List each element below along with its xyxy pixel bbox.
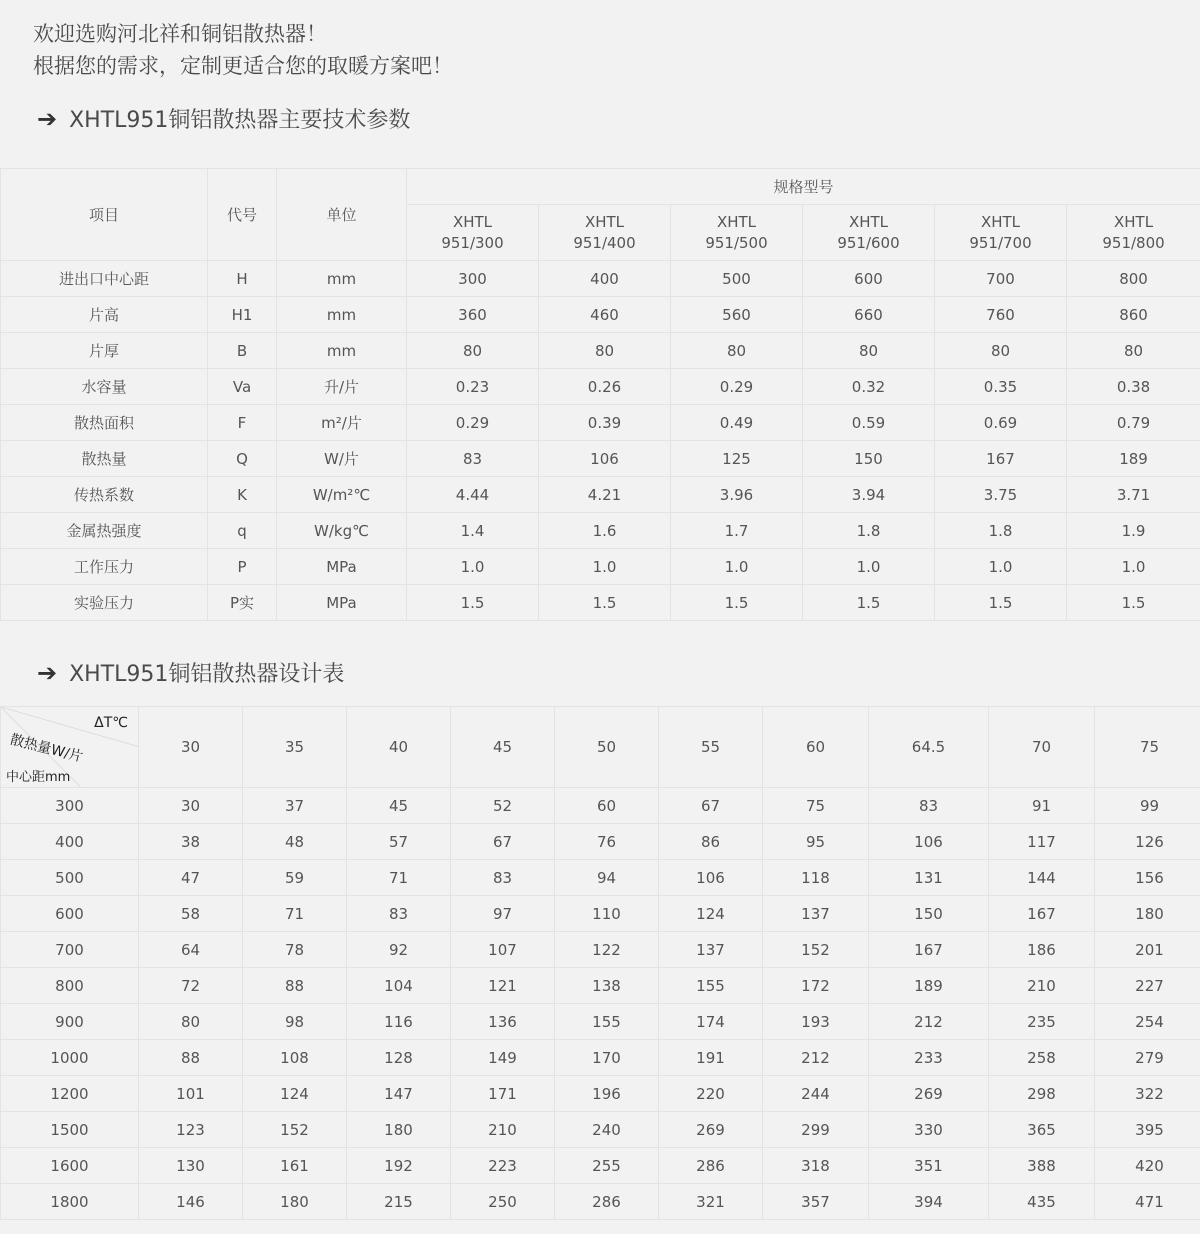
heat-output-cell: 167 bbox=[869, 932, 989, 968]
heat-output-cell: 91 bbox=[989, 788, 1095, 824]
center-distance-cell: 1200 bbox=[1, 1076, 139, 1112]
heat-output-cell: 250 bbox=[451, 1184, 555, 1220]
spec-row bbox=[1, 441, 1200, 477]
spec-value-cell: 360 bbox=[407, 297, 539, 333]
header-unit: 单位 bbox=[277, 169, 407, 261]
spec-value-cell: 106 bbox=[539, 441, 671, 477]
model-series: XHTL bbox=[980, 212, 1021, 231]
center-distance-cell: 600 bbox=[1, 896, 139, 932]
heat-output-cell: 156 bbox=[1095, 860, 1200, 896]
model-series: XHTL bbox=[584, 212, 625, 231]
spec-value-cell: 0.38 bbox=[1067, 369, 1200, 405]
heat-output-cell: 98 bbox=[243, 1004, 347, 1040]
heat-output-cell: 170 bbox=[555, 1040, 659, 1076]
heat-output-cell: 83 bbox=[869, 788, 989, 824]
model-header-cell bbox=[803, 205, 935, 261]
model-header-cell bbox=[935, 205, 1067, 261]
heat-output-cell: 146 bbox=[139, 1184, 243, 1220]
heat-output-cell: 67 bbox=[659, 788, 763, 824]
model-header-cell bbox=[539, 205, 671, 261]
heat-output-cell: 76 bbox=[555, 824, 659, 860]
spec-item-cell: 水容量 bbox=[1, 369, 208, 405]
heat-output-cell: 155 bbox=[659, 968, 763, 1004]
center-distance-cell: 800 bbox=[1, 968, 139, 1004]
spec-value-cell: 300 bbox=[407, 261, 539, 297]
header-code: 代号 bbox=[208, 169, 277, 261]
spec-unit-cell: MPa bbox=[277, 585, 407, 621]
heat-output-cell: 147 bbox=[347, 1076, 451, 1112]
heat-output-cell: 149 bbox=[451, 1040, 555, 1076]
heat-output-cell: 212 bbox=[869, 1004, 989, 1040]
heat-output-cell: 152 bbox=[243, 1112, 347, 1148]
heat-output-cell: 95 bbox=[763, 824, 869, 860]
center-distance-cell: 400 bbox=[1, 824, 139, 860]
delta-t-header-cell: 60 bbox=[763, 707, 869, 788]
center-distance-cell: 700 bbox=[1, 932, 139, 968]
design-row bbox=[1, 788, 1200, 824]
model-size: 951/300 bbox=[441, 233, 504, 252]
heat-output-cell: 104 bbox=[347, 968, 451, 1004]
heat-output-cell: 78 bbox=[243, 932, 347, 968]
spec-row bbox=[1, 513, 1200, 549]
corner-center-distance-label: 中心距mm bbox=[6, 770, 71, 785]
spec-row bbox=[1, 261, 1200, 297]
heat-output-cell: 57 bbox=[347, 824, 451, 860]
spec-value-cell: 760 bbox=[935, 297, 1067, 333]
delta-t-header-cell: 64.5 bbox=[869, 707, 989, 788]
spec-section-title-text: XHTL951铜铝散热器主要技术参数 bbox=[69, 108, 411, 133]
heat-output-cell: 388 bbox=[989, 1148, 1095, 1184]
spec-row bbox=[1, 297, 1200, 333]
spec-value-cell: 1.7 bbox=[671, 513, 803, 549]
heat-output-cell: 101 bbox=[139, 1076, 243, 1112]
heat-output-cell: 318 bbox=[763, 1148, 869, 1184]
heat-output-cell: 88 bbox=[139, 1040, 243, 1076]
heat-output-cell: 191 bbox=[659, 1040, 763, 1076]
heat-output-cell: 116 bbox=[347, 1004, 451, 1040]
spec-value-cell: 1.0 bbox=[1067, 549, 1200, 585]
delta-t-header-cell: 70 bbox=[989, 707, 1095, 788]
heat-output-cell: 86 bbox=[659, 824, 763, 860]
spec-value-cell: 700 bbox=[935, 261, 1067, 297]
spec-value-cell: 0.35 bbox=[935, 369, 1067, 405]
delta-t-header-cell: 30 bbox=[139, 707, 243, 788]
corner-delta-t-label: ΔT℃ bbox=[94, 715, 128, 731]
heat-output-cell: 395 bbox=[1095, 1112, 1200, 1148]
spec-value-cell: 0.29 bbox=[671, 369, 803, 405]
heat-output-cell: 172 bbox=[763, 968, 869, 1004]
heat-output-cell: 138 bbox=[555, 968, 659, 1004]
heat-output-cell: 58 bbox=[139, 896, 243, 932]
heat-output-cell: 240 bbox=[555, 1112, 659, 1148]
center-distance-cell: 1000 bbox=[1, 1040, 139, 1076]
spec-code-cell: H1 bbox=[208, 297, 277, 333]
spec-row bbox=[1, 585, 1200, 621]
center-distance-cell: 500 bbox=[1, 860, 139, 896]
spec-item-cell: 片厚 bbox=[1, 333, 208, 369]
spec-value-cell: 80 bbox=[935, 333, 1067, 369]
spec-value-cell: 3.75 bbox=[935, 477, 1067, 513]
spec-code-cell: q bbox=[208, 513, 277, 549]
spec-value-cell: 1.8 bbox=[803, 513, 935, 549]
heat-output-cell: 150 bbox=[869, 896, 989, 932]
heat-output-cell: 192 bbox=[347, 1148, 451, 1184]
spec-value-cell: 167 bbox=[935, 441, 1067, 477]
design-row bbox=[1, 1040, 1200, 1076]
spec-value-cell: 4.44 bbox=[407, 477, 539, 513]
spec-value-cell: 80 bbox=[539, 333, 671, 369]
heat-output-cell: 420 bbox=[1095, 1148, 1200, 1184]
spec-value-cell: 1.5 bbox=[803, 585, 935, 621]
design-row bbox=[1, 824, 1200, 860]
heat-output-cell: 233 bbox=[869, 1040, 989, 1076]
design-row bbox=[1, 1184, 1200, 1220]
design-row bbox=[1, 1148, 1200, 1184]
spec-value-cell: 80 bbox=[671, 333, 803, 369]
spec-value-cell: 0.79 bbox=[1067, 405, 1200, 441]
heat-output-cell: 171 bbox=[451, 1076, 555, 1112]
heat-output-cell: 131 bbox=[869, 860, 989, 896]
delta-t-header-cell: 45 bbox=[451, 707, 555, 788]
spec-value-cell: 189 bbox=[1067, 441, 1200, 477]
spec-table bbox=[0, 168, 1200, 621]
heat-output-cell: 122 bbox=[555, 932, 659, 968]
heat-output-cell: 155 bbox=[555, 1004, 659, 1040]
design-row bbox=[1, 860, 1200, 896]
spec-code-cell: B bbox=[208, 333, 277, 369]
spec-code-cell: Va bbox=[208, 369, 277, 405]
heat-output-cell: 37 bbox=[243, 788, 347, 824]
heat-output-cell: 97 bbox=[451, 896, 555, 932]
delta-t-header-cell: 75 bbox=[1095, 707, 1200, 788]
spec-value-cell: 3.94 bbox=[803, 477, 935, 513]
spec-item-cell: 金属热强度 bbox=[1, 513, 208, 549]
heat-output-cell: 106 bbox=[659, 860, 763, 896]
design-row bbox=[1, 1112, 1200, 1148]
spec-value-cell: 150 bbox=[803, 441, 935, 477]
heat-output-cell: 269 bbox=[659, 1112, 763, 1148]
heat-output-cell: 196 bbox=[555, 1076, 659, 1112]
spec-value-cell: 1.5 bbox=[935, 585, 1067, 621]
heat-output-cell: 298 bbox=[989, 1076, 1095, 1112]
spec-value-cell: 460 bbox=[539, 297, 671, 333]
heat-output-cell: 180 bbox=[1095, 896, 1200, 932]
spec-code-cell: F bbox=[208, 405, 277, 441]
heat-output-cell: 299 bbox=[763, 1112, 869, 1148]
design-table bbox=[0, 706, 1200, 1220]
spec-value-cell: 660 bbox=[803, 297, 935, 333]
spec-item-cell: 工作压力 bbox=[1, 549, 208, 585]
heat-output-cell: 186 bbox=[989, 932, 1095, 968]
spec-value-cell: 0.49 bbox=[671, 405, 803, 441]
delta-t-header-cell: 35 bbox=[243, 707, 347, 788]
spec-item-cell: 传热系数 bbox=[1, 477, 208, 513]
model-header-cell bbox=[407, 205, 539, 261]
heat-output-cell: 75 bbox=[763, 788, 869, 824]
design-row bbox=[1, 1076, 1200, 1112]
spec-row bbox=[1, 549, 1200, 585]
center-distance-cell: 900 bbox=[1, 1004, 139, 1040]
heat-output-cell: 210 bbox=[989, 968, 1095, 1004]
heat-output-cell: 137 bbox=[659, 932, 763, 968]
intro-line-1: 欢迎选购河北祥和铜铝散热器！ bbox=[33, 22, 327, 46]
heat-output-cell: 83 bbox=[347, 896, 451, 932]
spec-unit-cell: mm bbox=[277, 261, 407, 297]
heat-output-cell: 212 bbox=[763, 1040, 869, 1076]
heat-output-cell: 130 bbox=[139, 1148, 243, 1184]
spec-value-cell: 600 bbox=[803, 261, 935, 297]
heat-output-cell: 136 bbox=[451, 1004, 555, 1040]
heat-output-cell: 99 bbox=[1095, 788, 1200, 824]
heat-output-cell: 71 bbox=[347, 860, 451, 896]
heat-output-cell: 110 bbox=[555, 896, 659, 932]
heat-output-cell: 322 bbox=[1095, 1076, 1200, 1112]
heat-output-cell: 255 bbox=[555, 1148, 659, 1184]
heat-output-cell: 48 bbox=[243, 824, 347, 860]
spec-value-cell: 400 bbox=[539, 261, 671, 297]
spec-value-cell: 1.0 bbox=[539, 549, 671, 585]
heat-output-cell: 124 bbox=[243, 1076, 347, 1112]
spec-code-cell: H bbox=[208, 261, 277, 297]
heat-output-cell: 167 bbox=[989, 896, 1095, 932]
heat-output-cell: 223 bbox=[451, 1148, 555, 1184]
spec-value-cell: 800 bbox=[1067, 261, 1200, 297]
heat-output-cell: 365 bbox=[989, 1112, 1095, 1148]
model-series: XHTL bbox=[716, 212, 757, 231]
heat-output-cell: 254 bbox=[1095, 1004, 1200, 1040]
spec-value-cell: 0.39 bbox=[539, 405, 671, 441]
spec-value-cell: 0.59 bbox=[803, 405, 935, 441]
design-row bbox=[1, 896, 1200, 932]
center-distance-cell: 1500 bbox=[1, 1112, 139, 1148]
heat-output-cell: 67 bbox=[451, 824, 555, 860]
spec-item-cell: 进出口中心距 bbox=[1, 261, 208, 297]
intro-text bbox=[33, 18, 453, 82]
spec-unit-cell: mm bbox=[277, 297, 407, 333]
center-distance-cell: 1600 bbox=[1, 1148, 139, 1184]
heat-output-cell: 286 bbox=[555, 1184, 659, 1220]
heat-output-cell: 357 bbox=[763, 1184, 869, 1220]
spec-item-cell: 散热面积 bbox=[1, 405, 208, 441]
spec-value-cell: 0.69 bbox=[935, 405, 1067, 441]
spec-code-cell: Q bbox=[208, 441, 277, 477]
heat-output-cell: 83 bbox=[451, 860, 555, 896]
spec-row bbox=[1, 405, 1200, 441]
spec-value-cell: 860 bbox=[1067, 297, 1200, 333]
heat-output-cell: 92 bbox=[347, 932, 451, 968]
right-arrow-icon: ➔ bbox=[37, 658, 58, 687]
heat-output-cell: 121 bbox=[451, 968, 555, 1004]
heat-output-cell: 152 bbox=[763, 932, 869, 968]
heat-output-cell: 220 bbox=[659, 1076, 763, 1112]
spec-value-cell: 1.0 bbox=[935, 549, 1067, 585]
heat-output-cell: 71 bbox=[243, 896, 347, 932]
heat-output-cell: 330 bbox=[869, 1112, 989, 1148]
center-distance-cell: 1800 bbox=[1, 1184, 139, 1220]
heat-output-cell: 117 bbox=[989, 824, 1095, 860]
spec-value-cell: 1.4 bbox=[407, 513, 539, 549]
heat-output-cell: 118 bbox=[763, 860, 869, 896]
spec-value-cell: 83 bbox=[407, 441, 539, 477]
heat-output-cell: 321 bbox=[659, 1184, 763, 1220]
model-header-cell bbox=[671, 205, 803, 261]
heat-output-cell: 52 bbox=[451, 788, 555, 824]
model-series: XHTL bbox=[452, 212, 493, 231]
spec-value-cell: 80 bbox=[803, 333, 935, 369]
heat-output-cell: 72 bbox=[139, 968, 243, 1004]
spec-value-cell: 125 bbox=[671, 441, 803, 477]
spec-value-cell: 1.9 bbox=[1067, 513, 1200, 549]
heat-output-cell: 174 bbox=[659, 1004, 763, 1040]
heat-output-cell: 394 bbox=[869, 1184, 989, 1220]
model-series: XHTL bbox=[1114, 212, 1154, 231]
design-section-title bbox=[37, 657, 344, 688]
spec-item-cell: 散热量 bbox=[1, 441, 208, 477]
heat-output-cell: 279 bbox=[1095, 1040, 1200, 1076]
model-size: 951/600 bbox=[837, 233, 900, 252]
spec-value-cell: 3.96 bbox=[671, 477, 803, 513]
spec-value-cell: 1.6 bbox=[539, 513, 671, 549]
corner-header bbox=[1, 707, 139, 788]
design-section-title-text: XHTL951铜铝散热器设计表 bbox=[69, 662, 345, 687]
heat-output-cell: 64 bbox=[139, 932, 243, 968]
spec-row bbox=[1, 477, 1200, 513]
spec-value-cell: 560 bbox=[671, 297, 803, 333]
heat-output-cell: 286 bbox=[659, 1148, 763, 1184]
spec-value-cell: 1.5 bbox=[407, 585, 539, 621]
design-row bbox=[1, 932, 1200, 968]
heat-output-cell: 60 bbox=[555, 788, 659, 824]
heat-output-cell: 124 bbox=[659, 896, 763, 932]
heat-output-cell: 210 bbox=[451, 1112, 555, 1148]
intro-line-2: 根据您的需求，定制更适合您的取暖方案吧！ bbox=[33, 54, 453, 78]
delta-t-header-cell: 55 bbox=[659, 707, 763, 788]
header-item: 项目 bbox=[1, 169, 208, 261]
spec-unit-cell: MPa bbox=[277, 549, 407, 585]
spec-value-cell: 0.32 bbox=[803, 369, 935, 405]
spec-code-cell: P实 bbox=[208, 585, 277, 621]
heat-output-cell: 227 bbox=[1095, 968, 1200, 1004]
heat-output-cell: 38 bbox=[139, 824, 243, 860]
delta-t-header-cell: 50 bbox=[555, 707, 659, 788]
spec-value-cell: 4.21 bbox=[539, 477, 671, 513]
spec-item-cell: 片高 bbox=[1, 297, 208, 333]
heat-output-cell: 45 bbox=[347, 788, 451, 824]
heat-output-cell: 180 bbox=[347, 1112, 451, 1148]
spec-value-cell: 1.0 bbox=[671, 549, 803, 585]
heat-output-cell: 161 bbox=[243, 1148, 347, 1184]
spec-row bbox=[1, 369, 1200, 405]
heat-output-cell: 235 bbox=[989, 1004, 1095, 1040]
heat-output-cell: 471 bbox=[1095, 1184, 1200, 1220]
heat-output-cell: 106 bbox=[869, 824, 989, 860]
spec-value-cell: 3.71 bbox=[1067, 477, 1200, 513]
heat-output-cell: 189 bbox=[869, 968, 989, 1004]
model-size: 951/500 bbox=[705, 233, 768, 252]
delta-t-header-cell: 40 bbox=[347, 707, 451, 788]
heat-output-cell: 108 bbox=[243, 1040, 347, 1076]
heat-output-cell: 88 bbox=[243, 968, 347, 1004]
heat-output-cell: 94 bbox=[555, 860, 659, 896]
spec-value-cell: 1.5 bbox=[539, 585, 671, 621]
spec-code-cell: K bbox=[208, 477, 277, 513]
heat-output-cell: 435 bbox=[989, 1184, 1095, 1220]
model-header-cell bbox=[1067, 205, 1200, 261]
heat-output-cell: 258 bbox=[989, 1040, 1095, 1076]
spec-value-cell: 0.29 bbox=[407, 405, 539, 441]
heat-output-cell: 47 bbox=[139, 860, 243, 896]
spec-row bbox=[1, 333, 1200, 369]
design-row bbox=[1, 1004, 1200, 1040]
heat-output-cell: 107 bbox=[451, 932, 555, 968]
model-series: XHTL bbox=[848, 212, 889, 231]
spec-unit-cell: W/m²℃ bbox=[277, 477, 407, 513]
spec-unit-cell: W/kg℃ bbox=[277, 513, 407, 549]
spec-section-title bbox=[37, 103, 410, 134]
header-spec-group: 规格型号 bbox=[407, 169, 1200, 205]
heat-output-cell: 215 bbox=[347, 1184, 451, 1220]
spec-unit-cell: mm bbox=[277, 333, 407, 369]
spec-value-cell: 0.26 bbox=[539, 369, 671, 405]
heat-output-cell: 201 bbox=[1095, 932, 1200, 968]
heat-output-cell: 144 bbox=[989, 860, 1095, 896]
corner-heat-output-label: 散热量W/片 bbox=[8, 731, 85, 766]
heat-output-cell: 269 bbox=[869, 1076, 989, 1112]
heat-output-cell: 193 bbox=[763, 1004, 869, 1040]
spec-value-cell: 1.0 bbox=[407, 549, 539, 585]
spec-unit-cell: W/片 bbox=[277, 441, 407, 477]
model-size: 951/800 bbox=[1102, 233, 1165, 252]
heat-output-cell: 137 bbox=[763, 896, 869, 932]
heat-output-cell: 128 bbox=[347, 1040, 451, 1076]
spec-value-cell: 1.5 bbox=[671, 585, 803, 621]
heat-output-cell: 126 bbox=[1095, 824, 1200, 860]
heat-output-cell: 30 bbox=[139, 788, 243, 824]
spec-value-cell: 1.8 bbox=[935, 513, 1067, 549]
heat-output-cell: 59 bbox=[243, 860, 347, 896]
spec-unit-cell: 升/片 bbox=[277, 369, 407, 405]
right-arrow-icon: ➔ bbox=[37, 104, 58, 133]
model-size: 951/700 bbox=[969, 233, 1032, 252]
spec-item-cell: 实验压力 bbox=[1, 585, 208, 621]
heat-output-cell: 123 bbox=[139, 1112, 243, 1148]
spec-value-cell: 80 bbox=[1067, 333, 1200, 369]
spec-unit-cell: m²/片 bbox=[277, 405, 407, 441]
design-row bbox=[1, 968, 1200, 1004]
spec-value-cell: 80 bbox=[407, 333, 539, 369]
heat-output-cell: 244 bbox=[763, 1076, 869, 1112]
spec-value-cell: 0.23 bbox=[407, 369, 539, 405]
spec-value-cell: 1.0 bbox=[803, 549, 935, 585]
model-size: 951/400 bbox=[573, 233, 636, 252]
spec-code-cell: P bbox=[208, 549, 277, 585]
heat-output-cell: 80 bbox=[139, 1004, 243, 1040]
heat-output-cell: 351 bbox=[869, 1148, 989, 1184]
heat-output-cell: 180 bbox=[243, 1184, 347, 1220]
spec-value-cell: 500 bbox=[671, 261, 803, 297]
center-distance-cell: 300 bbox=[1, 788, 139, 824]
spec-value-cell: 1.5 bbox=[1067, 585, 1200, 621]
